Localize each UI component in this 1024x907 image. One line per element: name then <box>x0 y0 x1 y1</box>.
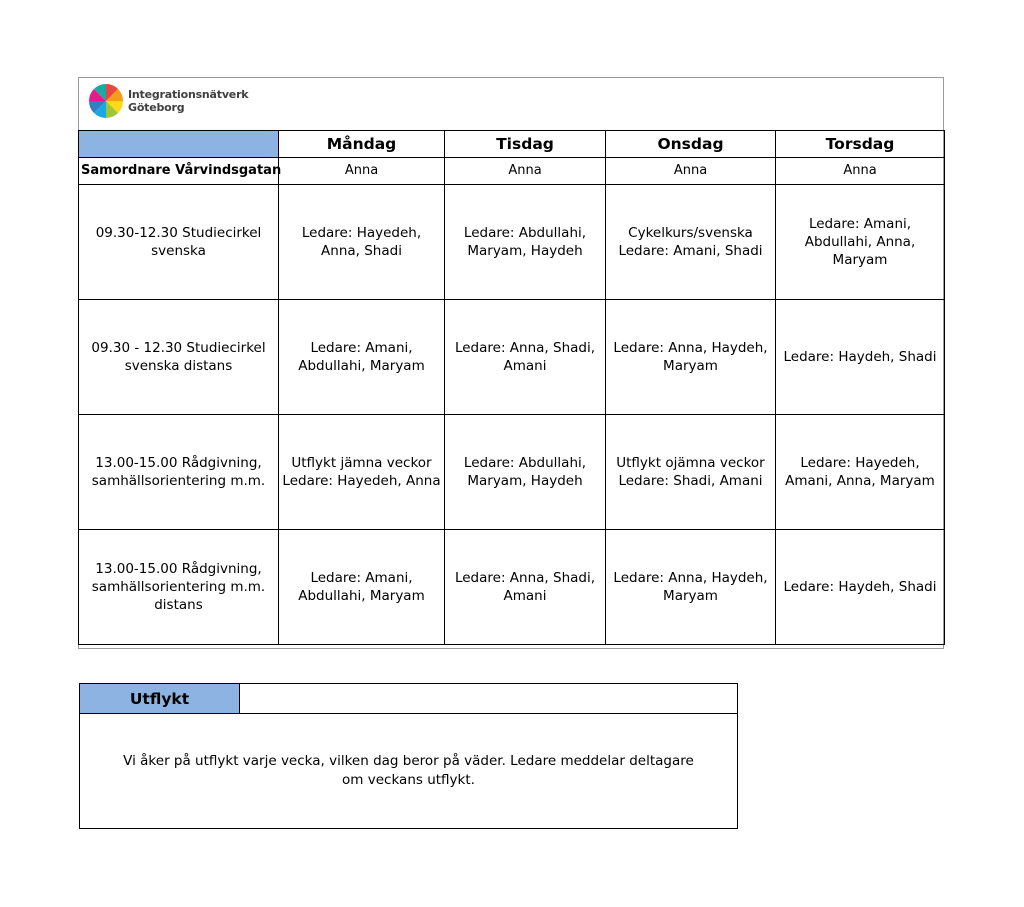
logo-row <box>78 77 944 130</box>
activity-cell: Ledare: Amani, Abdullahi, Maryam <box>279 300 445 415</box>
activity-cell: Ledare: Amani, Abdullahi, Maryam <box>279 530 445 645</box>
coordinator-row <box>79 158 945 185</box>
logo-wheel-icon <box>88 83 124 119</box>
activity-label: 09.30 - 12.30 Studiecirkel svenska distans <box>79 300 279 415</box>
activity-label: 13.00-15.00 Rådgivning, samhällsorientering m.m. distans <box>79 530 279 645</box>
activity-cell: Ledare: Anna, Haydeh, Maryam <box>606 300 776 415</box>
activity-cell: Ledare: Haydeh, Shadi <box>776 530 945 645</box>
activity-row <box>79 185 945 300</box>
header-corner-cell <box>79 131 279 158</box>
activity-cell: Utflykt ojämna veckor Ledare: Shadi, Amani <box>606 415 776 530</box>
excursion-header-row <box>80 684 738 714</box>
coordinator-monday: Anna <box>279 158 445 185</box>
activity-row <box>79 415 945 530</box>
coordinator-wednesday: Anna <box>606 158 776 185</box>
weekly-schedule-table <box>78 130 945 645</box>
activity-cell: Ledare: Anna, Shadi, Amani <box>445 300 606 415</box>
excursion-heading: Utflykt <box>80 684 240 714</box>
activity-cell: Ledare: Amani, Abdullahi, Anna, Maryam <box>776 185 945 300</box>
activity-row <box>79 530 945 645</box>
day-header-monday: Måndag <box>279 131 445 158</box>
activity-cell: Ledare: Haydeh, Shadi <box>776 300 945 415</box>
activity-cell: Cykelkurs/svenska Ledare: Amani, Shadi <box>606 185 776 300</box>
day-header-tuesday: Tisdag <box>445 131 606 158</box>
coordinator-label: Samordnare Vårvindsgatan <box>79 158 279 185</box>
day-header-row <box>79 131 945 158</box>
logo-line-1: Integrationsnätverk <box>128 88 249 101</box>
activity-cell: Ledare: Anna, Haydeh, Maryam <box>606 530 776 645</box>
activity-label: 09.30-12.30 Studiecirkel svenska <box>79 185 279 300</box>
activity-cell: Ledare: Abdullahi, Maryam, Haydeh <box>445 185 606 300</box>
coordinator-thursday: Anna <box>776 158 945 185</box>
activity-cell: Utflykt jämna veckor Ledare: Hayedeh, Anna <box>279 415 445 530</box>
activity-cell: Ledare: Hayedeh, Anna, Shadi <box>279 185 445 300</box>
activity-cell: Ledare: Anna, Shadi, Amani <box>445 530 606 645</box>
activity-row <box>79 300 945 415</box>
activity-cell: Ledare: Hayedeh, Amani, Anna, Maryam <box>776 415 945 530</box>
excursion-header-blank <box>240 684 738 714</box>
day-header-thursday: Torsdag <box>776 131 945 158</box>
coordinator-tuesday: Anna <box>445 158 606 185</box>
excursion-table <box>79 683 738 829</box>
excursion-text: Vi åker på utflykt varje vecka, vilken dag beror på väder. Ledare meddelar deltagare om veckans utflykt. <box>80 714 738 829</box>
organization-logo <box>88 83 248 119</box>
logo-line-2: Göteborg <box>128 101 185 114</box>
day-header-wednesday: Onsdag <box>606 131 776 158</box>
activity-label: 13.00-15.00 Rådgivning, samhällsorientering m.m. <box>79 415 279 530</box>
logo-text <box>128 88 248 114</box>
activity-cell: Ledare: Abdullahi, Maryam, Haydeh <box>445 415 606 530</box>
excursion-body-row <box>80 714 738 829</box>
